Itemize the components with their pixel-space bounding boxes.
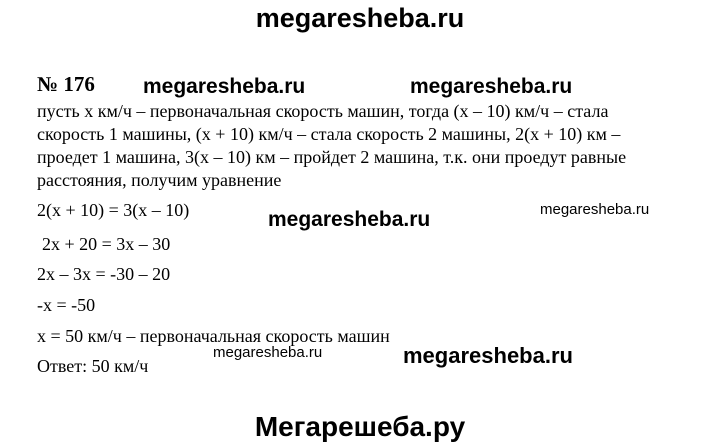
watermark-site-top: megaresheba.ru	[255, 3, 465, 33]
watermark-site: megaresheba.ru	[143, 75, 306, 98]
watermark-site-small: megaresheba.ru	[540, 201, 650, 218]
equation-line: 2(х + 10) = 3(х – 10)	[37, 200, 190, 220]
solution-text-line: расстояния, получим уравнение	[37, 170, 282, 190]
watermark-site: megaresheba.ru	[268, 208, 431, 231]
problem-number: № 176	[37, 72, 95, 96]
equation-line: 2х – 3х = -30 – 20	[37, 264, 171, 284]
watermark-site-small: megaresheba.ru	[213, 344, 323, 361]
watermark-site-bottom: Мегарешеба.ру	[254, 411, 466, 442]
solution-text-line: проедет 1 машина, 3(х – 10) км – пройдет 2 машина, т.к. они проедут равные	[37, 147, 627, 167]
equation-line: -х = -50	[37, 295, 96, 315]
solution-text-line: пусть х км/ч – первоначальная скорость машин, тогда (х – 10) км/ч – стала	[37, 101, 609, 121]
solution-text-line: скорость 1 машины, (х + 10) км/ч – стала скорость 2 машины, 2(х + 10) км –	[37, 124, 621, 144]
watermark-site: megaresheba.ru	[410, 75, 573, 98]
answer-line: Ответ: 50 км/ч	[37, 356, 149, 376]
watermark-site: megaresheba.ru	[403, 343, 573, 368]
equation-line: 2х + 20 = 3х – 30	[42, 234, 171, 254]
equation-line: х = 50 км/ч – первоначальная скорость машин	[37, 326, 390, 346]
